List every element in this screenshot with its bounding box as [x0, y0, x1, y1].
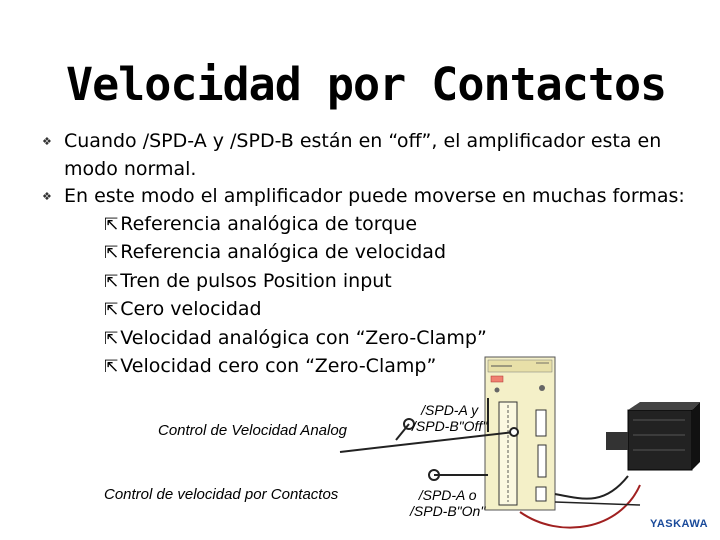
bullet-icon: ❖ — [42, 190, 52, 203]
contacts-control-label: Control de velocidad por Contactos — [104, 486, 339, 503]
slide-title: Velocidad por Contactos — [66, 58, 667, 111]
bullet-text: Cuando /SPD-A y /SPD-B están en “off”, el amplificador esta en modo normal. — [64, 130, 662, 180]
sub-bullet-text: Cero velocidad — [120, 298, 262, 320]
yaskawa-logo: YASKAWA — [650, 518, 709, 530]
arrow-icon: ⇱ — [104, 300, 119, 320]
switch-on-line1: /SPD-A o — [418, 487, 477, 503]
arrow-icon: ⇱ — [104, 214, 119, 235]
switch-on-line2: /SPD-B"On" — [410, 503, 486, 519]
arrow-icon: ⇱ — [104, 357, 119, 377]
switch-on-label — [410, 487, 485, 519]
bullet-text: En este modo el amplificador puede moverse en muchas formas: — [64, 185, 685, 207]
bullet-icon: ❖ — [42, 135, 52, 148]
arrow-icon: ⇱ — [104, 328, 119, 349]
sub-bullet-text: Tren de pulsos Position input — [120, 269, 392, 292]
analog-control-label: Control de Velocidad Analog — [158, 422, 348, 439]
switch-off-line2: /SPD-B"Off" — [412, 418, 488, 434]
sub-bullet-text: Velocidad cero con “Zero-Clamp” — [120, 355, 437, 377]
arrow-icon: ⇱ — [104, 243, 119, 263]
sub-bullet-text: Referencia analógica de torque — [120, 212, 418, 235]
switch-off-label — [412, 402, 487, 434]
switch-off-line1: /SPD-A y — [421, 402, 479, 418]
sub-bullet-text: Velocidad analógica con “Zero-Clamp” — [120, 326, 487, 349]
arrow-icon: ⇱ — [104, 271, 119, 292]
sub-bullet-text: Referencia analógica de velocidad — [120, 241, 447, 263]
